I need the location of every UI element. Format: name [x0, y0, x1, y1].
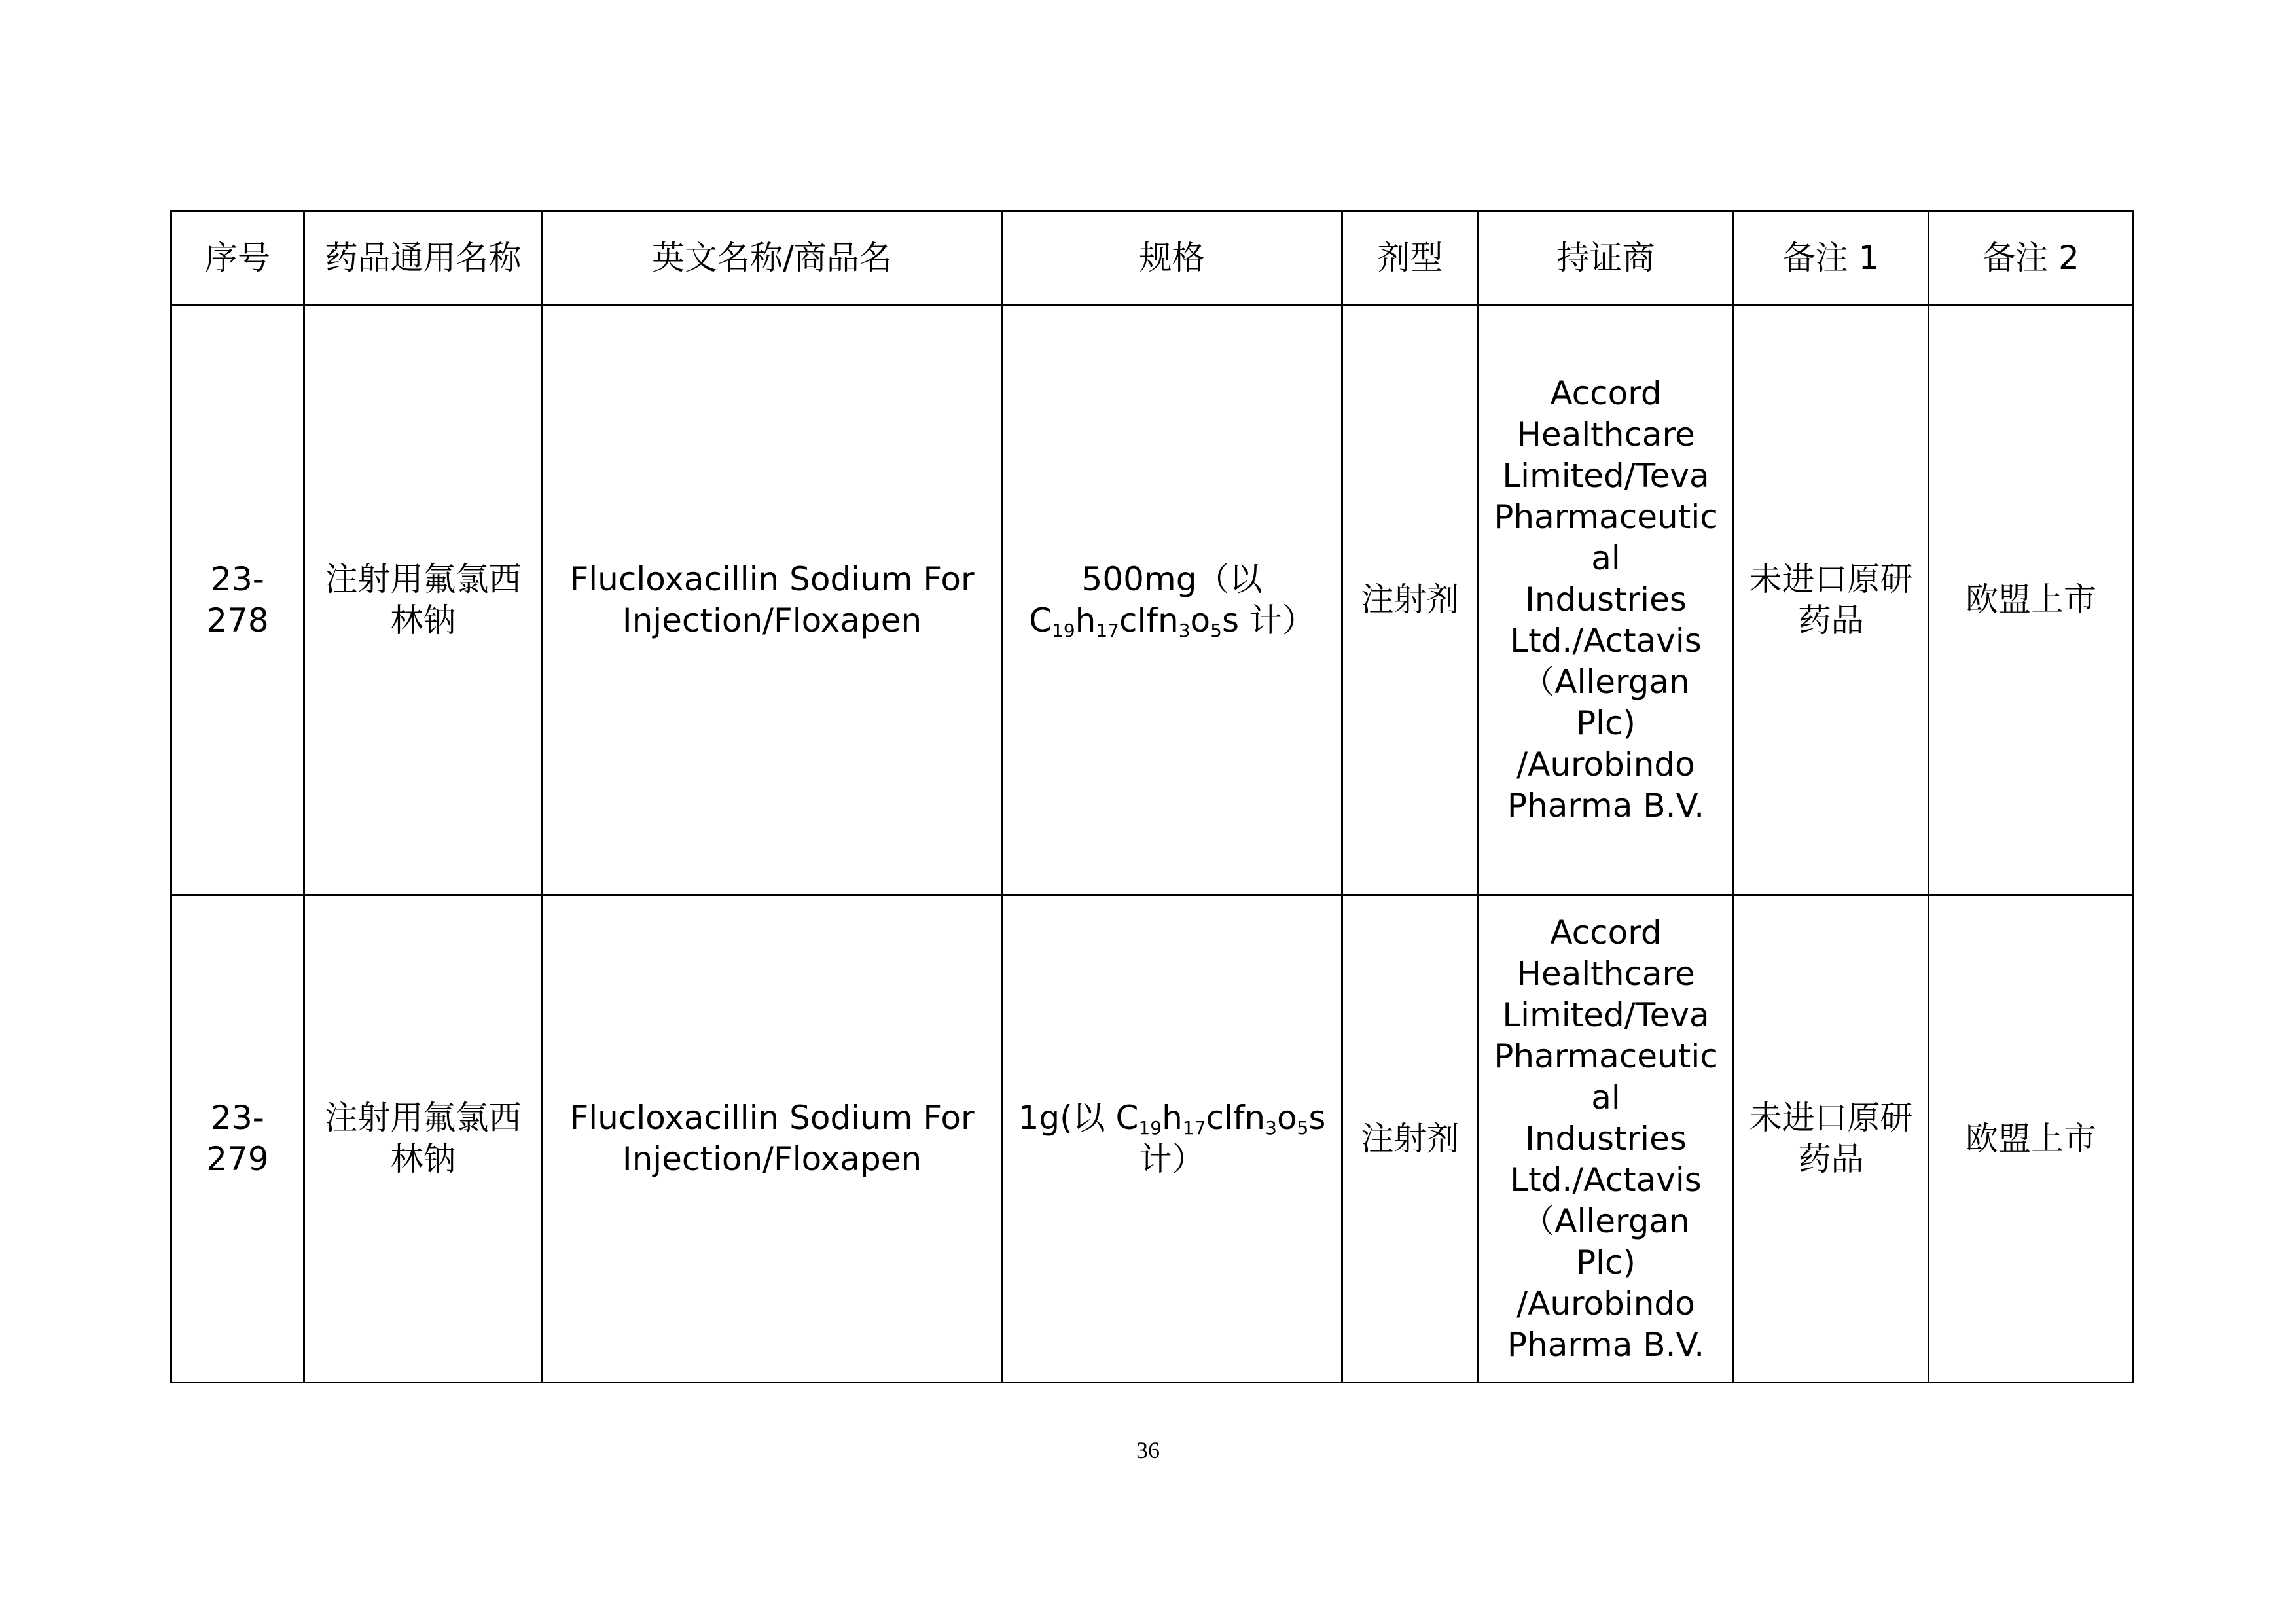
spec-formula	[1116, 1099, 1326, 1137]
holder-line: Pharma B.V.	[1507, 787, 1705, 825]
formula-part: clfn	[1119, 601, 1179, 639]
holder-line: Healthcare	[1516, 416, 1695, 454]
holder-line: Healthcare	[1516, 954, 1695, 993]
cell-holder	[1479, 305, 1734, 895]
spec-formula	[1012, 600, 1332, 641]
cell-spec	[1002, 305, 1342, 895]
cell-generic-name: 注射用氟氯西林钠	[304, 895, 543, 1383]
holder-line: Accord	[1550, 374, 1662, 412]
header-generic-name: 药品通用名称	[304, 211, 543, 305]
formula-part: C	[1115, 1099, 1139, 1137]
holder-line: Ltd./Actavis	[1510, 622, 1702, 660]
table-row	[171, 895, 2134, 1383]
cell-spec	[1002, 895, 1342, 1383]
formula-part: o	[1276, 1099, 1297, 1137]
cell-seq: 23-278	[171, 305, 304, 895]
formula-subscript: 19	[1052, 619, 1075, 641]
spec-suffix: 计）	[1139, 1140, 1205, 1178]
holder-line: Industries	[1525, 580, 1687, 618]
drug-list-table-container	[170, 210, 2132, 1383]
formula-part: h	[1162, 1099, 1183, 1137]
holder-line: Pharma B.V.	[1507, 1325, 1705, 1364]
holder-line: Limited/Teva	[1502, 995, 1710, 1034]
holder-line: Pharmaceutical	[1494, 498, 1718, 577]
holder-line: Accord	[1550, 913, 1662, 952]
header-english-name: 英文名称/商品名	[543, 211, 1002, 305]
formula-part: o	[1190, 601, 1211, 639]
holder-line: /Aurobindo	[1516, 1284, 1695, 1323]
header-dosage-form: 剂型	[1342, 211, 1479, 305]
holder-line: Industries	[1525, 1119, 1687, 1158]
formula-subscript: 3	[1265, 1117, 1277, 1139]
page-number: 36	[1136, 1437, 1160, 1463]
spec-prefix: 1g(以	[1018, 1099, 1105, 1137]
formula-subscript: 3	[1178, 619, 1191, 641]
holder-line: （Allergan Plc)	[1522, 663, 1690, 742]
spec-suffix: 计）	[1249, 601, 1315, 639]
formula-part: clfn	[1206, 1099, 1266, 1137]
formula-subscript: 5	[1297, 1117, 1309, 1139]
cell-dosage-form: 注射剂	[1342, 895, 1479, 1383]
holder-line: /Aurobindo	[1516, 745, 1695, 783]
cell-remark2: 欧盟上市	[1929, 305, 2134, 895]
holder-line: Limited/Teva	[1502, 457, 1710, 495]
cell-holder	[1479, 895, 1734, 1383]
cell-dosage-form: 注射剂	[1342, 305, 1479, 895]
header-remark2: 备注 2	[1929, 211, 2134, 305]
header-seq: 序号	[171, 211, 304, 305]
drug-list-table	[170, 210, 2134, 1383]
cell-remark2: 欧盟上市	[1929, 895, 2134, 1383]
formula-subscript: 19	[1138, 1117, 1162, 1139]
header-remark1: 备注 1	[1734, 211, 1929, 305]
formula-part: s	[1221, 601, 1239, 639]
cell-remark1: 未进口原研药品	[1734, 895, 1929, 1383]
holder-line: Ltd./Actavis	[1510, 1160, 1702, 1199]
table-row	[171, 305, 2134, 895]
formula-subscript: 17	[1182, 1117, 1206, 1139]
cell-english-name: Flucloxacillin Sodium For Injection/Floxapen	[543, 895, 1002, 1383]
formula-part: s	[1308, 1099, 1326, 1137]
cell-seq: 23-279	[171, 895, 304, 1383]
table-header-row	[171, 211, 2134, 305]
cell-english-name: Flucloxacillin Sodium For Injection/Floxapen	[543, 305, 1002, 895]
formula-part: h	[1075, 601, 1096, 639]
header-holder: 持证商	[1479, 211, 1734, 305]
cell-remark1: 未进口原研药品	[1734, 305, 1929, 895]
formula-part: C	[1029, 601, 1052, 639]
formula-subscript: 5	[1210, 619, 1222, 641]
cell-generic-name: 注射用氟氯西林钠	[304, 305, 543, 895]
spec-prefix: 500mg（以	[1081, 560, 1263, 598]
formula-subscript: 17	[1096, 619, 1119, 641]
holder-line: （Allergan Plc)	[1522, 1202, 1690, 1281]
header-spec: 规格	[1002, 211, 1342, 305]
holder-line: Pharmaceutical	[1494, 1037, 1718, 1116]
